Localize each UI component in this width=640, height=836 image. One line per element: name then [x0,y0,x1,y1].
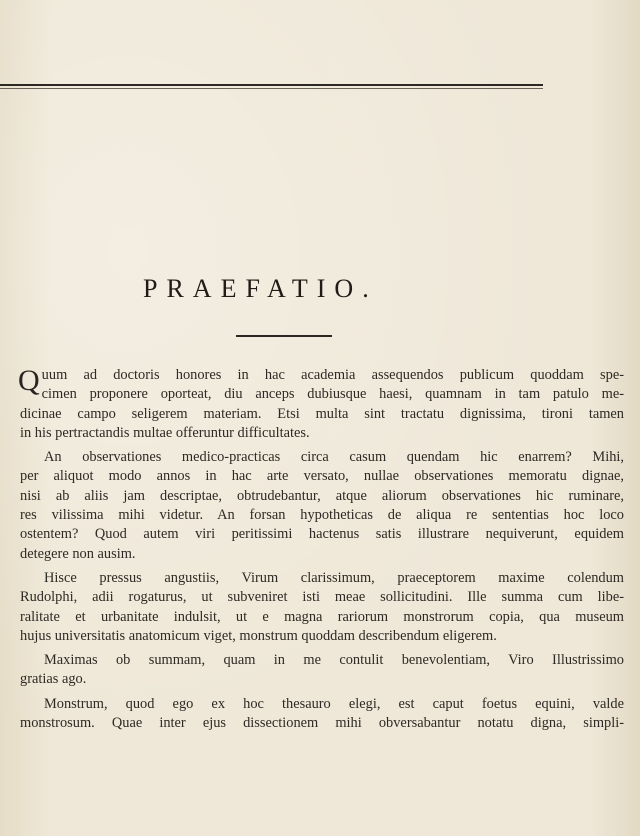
page-title: PRAEFATIO. [143,274,378,303]
text-line: res vilissima mihi videtur. An forsan hypotheticas de aliqua re sententias hoc loco [20,507,624,524]
top-rule-thin [0,88,543,89]
text-line: Monstrum, quod ego ex hoc thesauro elegi, est caput foetus equini, valde [44,695,624,712]
text-line: in his pertractandis multae offeruntur difficultates. [20,424,310,441]
text-line: An observationes medico-practicas circa casum quendam hic enarrem? Mihi, [44,449,624,466]
paragraph-1 [20,366,624,443]
text-line: Maximas ob summam, quam in me contulit benevolentiam, Viro Illustrissimo [44,652,624,669]
text-line: per aliquot modo annos in hac arte versato, nullae observationes memoratu dignae, [20,468,624,485]
paragraph-3 [20,569,624,646]
paragraph-4 [20,651,624,690]
body-text [20,366,624,738]
drop-cap: Q [18,364,40,397]
text-line: ostentem? Quod autem viri peritissimi hactenus satis illustrare nequiverunt, equidem [20,526,624,543]
text-line: dicinae campo seligerem materiam. Etsi multa sint tractatu dignissima, tironi tamen [20,405,624,422]
text-line: uum ad doctoris honores in hac academia assequendos publicum quoddam spe- [41,367,624,383]
paragraph-5 [20,695,624,734]
text-line: Hisce pressus angustiis, Virum clarissimum, praeceptorem maxime colendum [44,569,624,586]
text-line: ralitate et urbanitate indulsit, ut e magna rariorum monstrorum copia, qua museum [20,608,624,625]
text-line: cimen proponere oporteat, diu anceps dubiusque haesi, quamnam in tam patulo me- [41,386,624,403]
paragraph-2 [20,448,624,564]
text-line: hujus universitatis anatomicum viget, monstrum quoddam describendum eligerem. [20,627,497,644]
text-line: Rudolphi, adii rogaturus, ut subveniret isti meae sollicitudini. Ille summa cum libe- [20,589,624,606]
title-rule [236,335,332,337]
text-line: nisi ab aliis jam descriptae, obtrudebantur, atque aliorum observationes hic ruminare, [20,487,624,504]
top-rule [0,84,543,86]
text-line: detegere non ausim. [20,545,136,562]
text-line: monstrosum. Quae inter ejus dissectionem mihi obversabantur notatu digna, simpli- [20,715,624,732]
text-line: gratias ago. [20,671,87,688]
